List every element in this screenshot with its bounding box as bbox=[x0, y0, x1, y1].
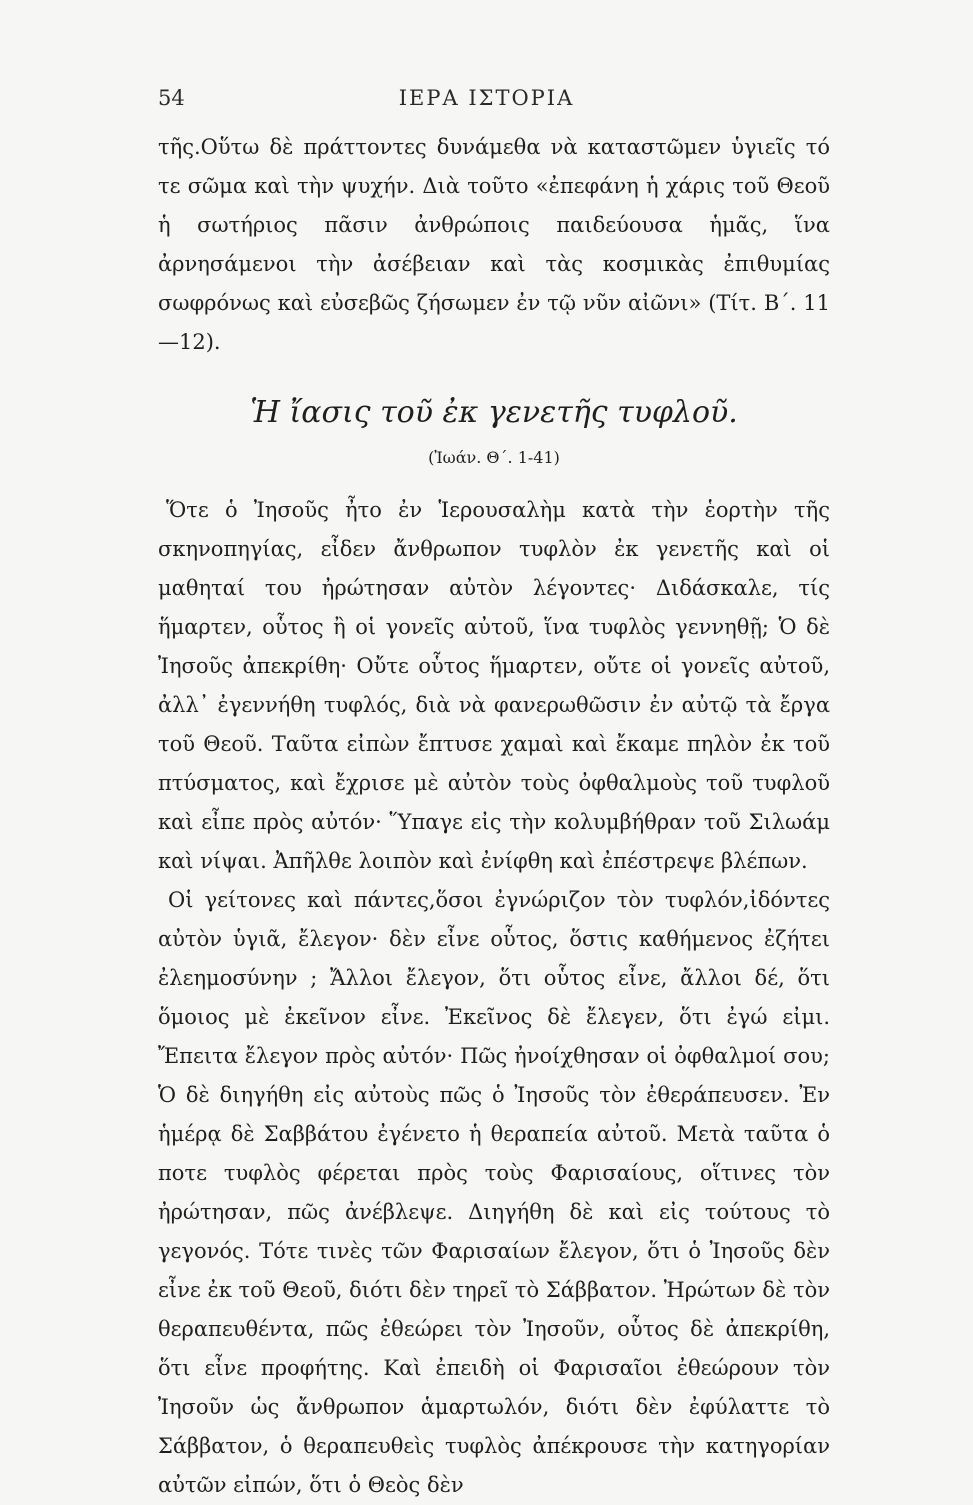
body-text bbox=[158, 128, 830, 1505]
opening-paragraph: τῆς.Οὕτω δὲ πράττοντες δυνάμεθα νὰ καταστῶμεν ὑγιεῖς τό τε σῶμα καὶ τὴν ψυχήν. Διὰ τοῦτο «ἐπεφάνη ἡ χάρις τοῦ Θεοῦ ἡ σωτήριος πᾶσιν ἀνθρώποις παιδεύουσα ἡμᾶς, ἵνα ἀρνησάμενοι τὴν ἀσέβειαν καὶ τὰς κοσμικὰς ἐπιθυμίας σωφρόνως καὶ εὐσεβῶς ζήσωμεν ἐν τῷ νῦν αἰῶνι» (Τίτ. Β΄. 11—12). bbox=[158, 135, 830, 354]
running-head: ΙΕΡΑ ΙΣΤΟΡΙΑ bbox=[398, 86, 575, 110]
scripture-reference: (Ἰωάν. Θ΄. 1-41) bbox=[428, 448, 560, 467]
paragraph: Ὅτε ὁ Ἰησοῦς ἦτο ἐν Ἱερουσαλὴμ κατὰ τὴν ἑορτὴν τῆς σκηνοπηγίας, εἶδεν ἄνθρωπον τυφλὸν ἐκ γενετῆς καὶ οἱ μαθηταί του ἠρώτησαν αὐτὸν λέγοντες· Διδάσκαλε, τίς ἥμαρτεν, οὗτος ἢ οἱ γονεῖς αὐτοῦ, ἵνα τυφλὸς γεννηθῇ; Ὁ δὲ Ἰησοῦς ἀπεκρίθη· Οὔτε οὗτος ἥμαρτεν, οὔτε οἱ γονεῖς αὐτοῦ, ἀλλ᾽ ἐγεννήθη τυφλός, διὰ νὰ φανερωθῶσιν ἐν αὐτῷ τὰ ἔργα τοῦ Θεοῦ. Ταῦτα εἰπὼν ἔπτυσε χαμαὶ καὶ ἔκαμε πηλὸν ἐκ τοῦ πτύσματος, καὶ ἔχρισε μὲ αὐτὸν τοὺς ὀφθαλμοὺς τοῦ τυφλοῦ καὶ εἶπε πρὸς αὐτόν· Ὕπαγε εἰς τὴν κολυμβήθραν τοῦ Σιλωάμ καὶ νίψαι. Ἀπῆλθε λοιπὸν καὶ ἐνίφθη καὶ ἐπέστρεψε βλέπων. bbox=[158, 498, 830, 873]
page-number: 54 bbox=[158, 86, 185, 110]
paragraph: Οἱ γείτονες καὶ πάντες,ὅσοι ἐγνώριζον τὸν τυφλόν,ἰδόντες αὐτὸν ὑγιᾶ, ἔλεγον· δὲν εἶνε οὗτος, ὅστις καθήμενος ἐζήτει ἐλεημοσύνην ; Ἄλλοι ἔλεγον, ὅτι οὗτος εἶνε, ἄλλοι δέ, ὅτι ὅμοιος μὲ ἐκεῖνον εἶνε. Ἐκεῖνος δὲ ἔλεγεν, ὅτι ἐγώ εἰμι. Ἔπειτα ἔλεγον πρὸς αὐτόν· Πῶς ἠνοίχθησαν οἱ ὀφθαλμοί σου; Ὁ δὲ διηγήθη εἰς αὐτοὺς πῶς ὁ Ἰησοῦς τὸν ἐθεράπευσεν. Ἐν ἡμέρᾳ δὲ Σαββάτου ἐγένετο ἡ θεραπεία αὐτοῦ. Μετὰ ταῦτα ὁ ποτε τυφλὸς φέρεται πρὸς τοὺς Φαρισαίους, οἵτινες τὸν ἠρώτησαν, πῶς ἀνέβλεψε. Διηγήθη δὲ καὶ εἰς τούτους τὸ γεγονός. Τότε τινὲς τῶν Φαρισαίων ἔλεγον, ὅτι ὁ Ἰησοῦς δὲν εἶνε ἐκ τοῦ Θεοῦ, διότι δὲν τηρεῖ τὸ Σάββατον. Ἠρώτων δὲ τὸν θεραπευθέντα, πῶς ἐθεώρει τὸν Ἰησοῦν, οὗτος δὲ ἀπεκρίθη, ὅτι εἶνε προφήτης. Καὶ ἐπειδὴ οἱ Φαρισαῖοι ἐθεώρουν τὸν Ἰησοῦν ὡς ἄνθρωπον ἁμαρτωλόν, διότι δὲν ἐφύλαττε τὸ Σάββατον, ὁ θεραπευθεὶς τυφλὸς ἀπέκρουσε τὴν κατηγορίαν αὐτῶν εἰπών, ὅτι ὁ Θεὸς δὲν bbox=[158, 888, 830, 1497]
page-header bbox=[158, 86, 815, 116]
section-title: Ἡ ἴασις τοῦ ἐκ γενετῆς τυφλοῦ. bbox=[250, 395, 738, 430]
